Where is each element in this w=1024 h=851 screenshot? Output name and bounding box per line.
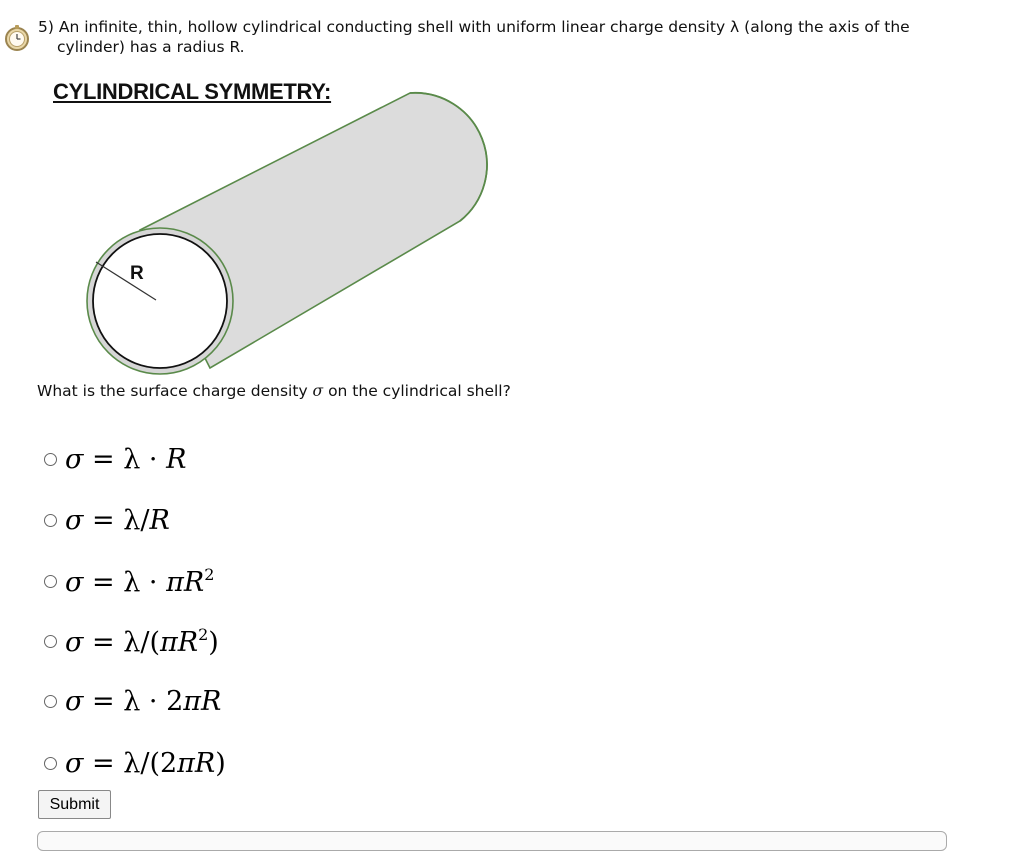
- radio-button[interactable]: [44, 695, 57, 708]
- option-formula: $\sigma = \lambda/(\pi R^2)$: [65, 624, 219, 658]
- option-formula: σ = λ · R: [65, 443, 187, 475]
- cylinder-figure: [40, 70, 500, 380]
- radius-label: R: [130, 263, 144, 284]
- option-formula: σ = λ/R: [65, 504, 170, 536]
- option-f[interactable]: [40, 745, 226, 781]
- prompt-text: [37, 381, 511, 401]
- prompt-before: What is the surface charge density: [37, 382, 313, 400]
- option-d[interactable]: [40, 623, 219, 659]
- radio-button[interactable]: [44, 757, 57, 770]
- radio-button[interactable]: [44, 575, 57, 588]
- prompt-sigma: σ: [312, 382, 324, 400]
- pocket-watch-icon: [2, 22, 32, 52]
- question-line-2: cylinder) has a radius R.: [57, 38, 245, 56]
- option-formula: σ = λ/(2πR): [65, 747, 226, 779]
- option-formula: σ = λ · 2πR: [65, 685, 222, 717]
- radio-button[interactable]: [44, 453, 57, 466]
- question-line-1: 5) An infinite, thin, hollow cylindrical conducting shell with uniform linear charge density λ (along the axis of the: [38, 18, 910, 36]
- option-e[interactable]: [40, 683, 221, 719]
- submit-button[interactable]: Submit: [38, 790, 111, 819]
- option-a[interactable]: [40, 441, 186, 477]
- option-b[interactable]: [40, 502, 170, 538]
- figure-title: CYLINDRICAL SYMMETRY:: [53, 79, 332, 104]
- radio-button[interactable]: [44, 514, 57, 527]
- question-text: [38, 17, 938, 57]
- option-c[interactable]: [40, 563, 214, 599]
- prompt-after: on the cylindrical shell?: [323, 382, 511, 400]
- radio-button[interactable]: [44, 635, 57, 648]
- answer-feedback-box: [37, 831, 947, 851]
- option-formula: $\sigma = \lambda \cdot \pi R^2$: [65, 564, 215, 598]
- cylinder-end-face: [93, 234, 227, 368]
